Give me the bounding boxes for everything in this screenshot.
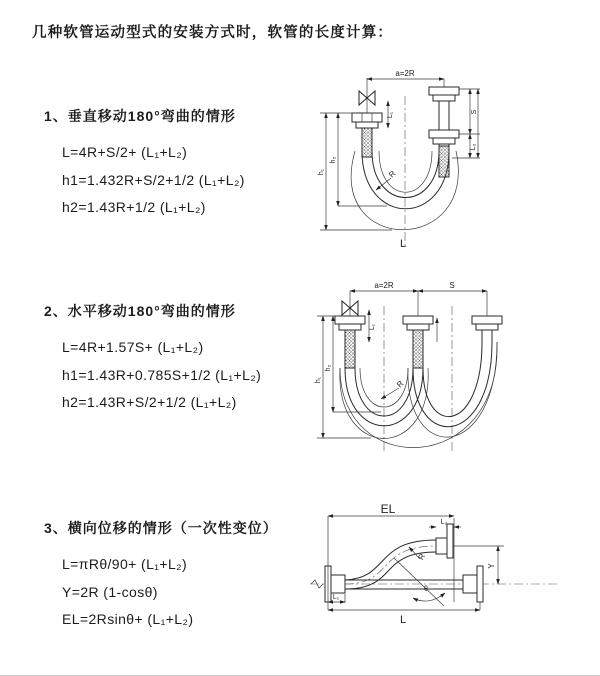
formula-EL: EL=2Rsinθ+ (L₁+L₂) xyxy=(62,611,194,627)
dimension-l1 xyxy=(369,310,376,342)
angle-theta-label: θ xyxy=(424,586,428,593)
radius-label: R xyxy=(387,169,398,180)
dimension-l1 xyxy=(387,101,394,128)
formula-h1: h1=1.432R+S/2+1/2 (L₁+L₂) xyxy=(62,171,245,188)
dim-h1-label: h₁ xyxy=(318,168,325,176)
valve-icon xyxy=(342,291,358,316)
braid-section-right xyxy=(439,146,449,177)
formula-h2: h2=1.43R+S/2+1/2 (L₁+L₂) xyxy=(62,394,237,410)
formula-h1: h1=1.43R+0.785S+1/2 (L₁+L₂) xyxy=(62,366,262,383)
dim-s-label: S xyxy=(449,281,455,290)
page-title: 几种软管运动型式的安装方式时，软管的长度计算： xyxy=(32,25,394,41)
length-label: L xyxy=(399,238,407,250)
dimension-a2r xyxy=(367,69,444,87)
dim-l2-label: L₂ xyxy=(440,519,448,526)
formula-h2: h2=1.43R+1/2 (L₁+L₂) xyxy=(62,199,206,215)
dim-s-label: S xyxy=(471,109,478,115)
braid-section-left xyxy=(362,126,372,157)
dimension-l xyxy=(328,566,480,626)
dim-h2-label: h₂ xyxy=(325,364,332,372)
formula-L: L=4R+1.57S+ (L₁+L₂) xyxy=(62,339,204,355)
dim-l2-label: L₂ xyxy=(470,143,477,151)
right-flange xyxy=(472,316,502,342)
dim-a2r-label: a=2R xyxy=(374,281,394,290)
dim-el-label: EL xyxy=(380,502,396,516)
dim-a2r-label: a=2R xyxy=(395,69,415,78)
dimension-h1 xyxy=(315,316,371,438)
dim-h2-label: h₂ xyxy=(330,156,337,164)
dimension-l2 xyxy=(470,89,478,158)
formula-L: L=4R+S/2+ (L₁+L₂) xyxy=(62,144,188,160)
dimension-a2r xyxy=(350,281,487,316)
diagram-vertical-180-bend xyxy=(312,66,584,258)
dimension-s xyxy=(418,281,487,291)
valve-icon xyxy=(359,78,375,113)
angle-theta xyxy=(413,586,445,601)
radius-leader xyxy=(409,547,427,562)
braid-section-left xyxy=(345,330,355,368)
section-vertical-movement xyxy=(44,106,245,222)
dim-y-label: Y xyxy=(487,563,496,569)
dim-h1-label: h₁ xyxy=(315,376,322,384)
section-horizontal-movement xyxy=(44,301,261,417)
radius-leader xyxy=(376,169,398,190)
section-2-heading: 2、水平移动180°弯曲的情形 xyxy=(44,303,236,319)
left-flange xyxy=(335,316,365,330)
diagram-horizontal-180-bend xyxy=(311,280,599,464)
diagram-lateral-displacement xyxy=(308,502,600,656)
right-stub xyxy=(429,87,459,144)
dim-l-label: L xyxy=(399,614,407,626)
dimension-l2 xyxy=(429,519,461,527)
radius-label: R xyxy=(395,379,406,390)
braid-section-mid xyxy=(413,330,423,368)
radius-leader xyxy=(381,379,406,399)
dimension-h1 xyxy=(318,113,392,230)
dimension-el xyxy=(328,502,454,566)
section-lateral-displacement xyxy=(44,518,278,634)
formula-Y: Y=2R (1-cosθ) xyxy=(62,583,158,600)
section-1-heading: 1、垂直移动180°弯曲的情形 xyxy=(44,108,236,124)
dim-l1-label: L₁ xyxy=(332,594,340,601)
radius-label: R xyxy=(416,551,428,562)
section-3-heading: 3、横向位移的情形（一次性变位） xyxy=(44,520,278,536)
formula-L: L=πRθ/90+ (L₁+L₂) xyxy=(62,556,188,572)
mid-flange xyxy=(403,316,433,330)
left-flange xyxy=(352,113,382,128)
dim-l1-label: L₁ xyxy=(369,323,376,331)
dim-l1-label: L₁ xyxy=(387,111,394,119)
hose-displaced-position xyxy=(345,524,453,589)
